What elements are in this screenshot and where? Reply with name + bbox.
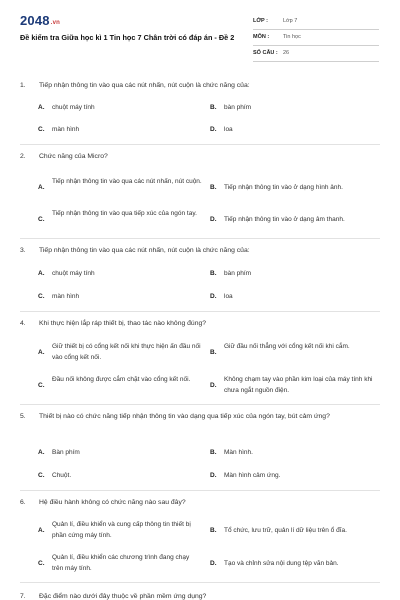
meta-key: MÔN : [253,34,270,40]
option-letter: A. [38,527,45,534]
question-text: Khi thực hiện lắp ráp thiết bị, thao tác nào không đúng? [39,320,207,327]
question-text: Đặc điểm nào dưới đây thuộc về phần mềm ứng dụng? [39,593,207,600]
option-text: chuột máy tính [52,104,95,111]
question-divider [20,311,380,312]
question-number: 6. [20,499,26,506]
option-letter: A. [38,184,45,191]
question-text: Chức năng của Micro? [39,153,108,160]
option-letter: A. [38,104,45,111]
question-number: 4. [20,320,26,327]
option-letter: B. [210,184,217,191]
option-text: loa [224,293,233,300]
option-letter: B. [210,449,217,456]
question-text: Hệ điều hành không có chức năng nào sau đây? [39,499,186,506]
option-text: Đầu nối không được cắm chặt vào cổng kết nối. [52,376,191,383]
option-letter: C. [38,216,45,223]
option-letter: A. [38,270,45,277]
option-letter: A. [38,449,45,456]
question-2-option-b[interactable] [210,176,378,198]
page-header [0,0,400,60]
question-6-option-d[interactable] [210,552,378,574]
option-text: màn hình [52,126,80,133]
site-logo[interactable] [20,13,60,28]
question-divider [20,490,380,491]
meta-row-subject [253,30,379,46]
option-letter: C. [38,293,45,300]
option-text: Tiếp nhận thông tin vào qua các nút nhấn, nút cuộn. [52,178,202,185]
meta-row-count [253,46,379,62]
question-6-option-c[interactable] [38,552,203,574]
question-divider [20,144,380,145]
option-text: Bàn phím [52,449,80,456]
option-letter: D. [210,560,217,567]
option-text: bàn phím [224,104,252,111]
option-text: Màn hình. [224,449,253,456]
option-text: Tổ chức, lưu trữ, quản lí dữ liệu trên ổ đĩa. [224,527,347,534]
option-text: Giữ thiết bị có cổng kết nối khi thực hiện ấn đầu nối vào cổng kết nối. [52,343,201,361]
question-divider [20,238,380,239]
option-letter: C. [38,126,45,133]
question-number: 7. [20,593,26,600]
option-letter: A. [38,349,45,356]
option-letter: D. [210,382,217,389]
meta-key: SỐ CÂU : [253,50,278,56]
option-letter: D. [210,216,217,223]
option-text: màn hình [52,293,80,300]
question-number: 1. [20,82,26,89]
question-number: 2. [20,153,26,160]
question-text: Tiếp nhận thông tin vào qua các nút nhấn, nút cuộn là chức năng của: [39,82,250,89]
option-letter: C. [38,472,45,479]
question-2-option-d[interactable] [210,208,378,230]
option-text: Tiếp nhận thông tin vào qua tiếp xúc của ngón tay. [52,210,197,217]
option-text: Tiếp nhận thông tin vào ở dạng âm thanh. [224,216,345,223]
option-letter: B. [210,104,217,111]
question-divider [20,582,380,583]
meta-value: Tin học [283,34,301,40]
option-letter: D. [210,293,217,300]
logo-text: 2048 [20,13,50,28]
meta-key: LỚP : [253,18,268,24]
document-meta [253,14,379,62]
option-letter: C. [38,560,45,567]
meta-value: Lớp 7 [283,18,298,24]
option-text: Không chạm tay vào phần kim loại của máy tính khi chưa ngắt nguồn điện. [224,376,373,394]
question-text: Thiết bị nào có chức năng tiếp nhận thông tin vào dạng qua tiếp xúc của ngón tay, bút cảm ứng? [39,413,330,420]
option-text: Màn hình cảm ứng. [224,472,281,479]
option-text: chuột máy tính [52,270,95,277]
question-4-option-b[interactable] [210,341,378,363]
option-text: Quản lí, điều khiển và cung cấp thông tin thiết bị phần cứng máy tính. [52,521,191,539]
option-letter: D. [210,126,217,133]
question-6-option-b[interactable] [210,519,378,541]
question-2-option-c[interactable] [38,208,203,230]
option-letter: C. [38,382,45,389]
option-letter: B. [210,270,217,277]
option-letter: B. [210,349,217,356]
option-text: loa [224,126,233,133]
question-4-option-c[interactable] [38,374,203,396]
document-title: Đề kiểm tra Giữa học kì 1 Tin học 7 Chân trời có đáp án - Đề 2 [20,33,235,42]
question-4-option-a[interactable] [38,341,203,363]
question-number: 5. [20,413,26,420]
question-number: 3. [20,247,26,254]
option-letter: B. [210,527,217,534]
question-2-option-a[interactable] [38,176,203,198]
option-text: Chuột. [52,472,72,479]
option-text: Tạo và chỉnh sửa nội dung tệp văn bản. [224,560,339,567]
meta-row-class [253,14,379,30]
question-text: Tiếp nhận thông tin vào qua các nút nhấn, nút cuộn là chức năng của: [39,247,250,254]
question-divider [20,404,380,405]
option-text: bàn phím [224,270,252,277]
option-text: Quản lí, điều khiển các chương trình đang chạy trên máy tính. [52,554,190,572]
option-text: Giữ đầu nối thẳng với cổng kết nối khi cắm. [224,343,350,350]
option-text: Tiếp nhận thông tin vào ở dạng hình ảnh. [224,184,343,191]
meta-value: 26 [283,50,290,56]
question-4-option-d[interactable] [210,374,378,396]
logo-suffix: .vn [50,20,61,26]
question-6-option-a[interactable] [38,519,203,541]
option-letter: D. [210,472,217,479]
